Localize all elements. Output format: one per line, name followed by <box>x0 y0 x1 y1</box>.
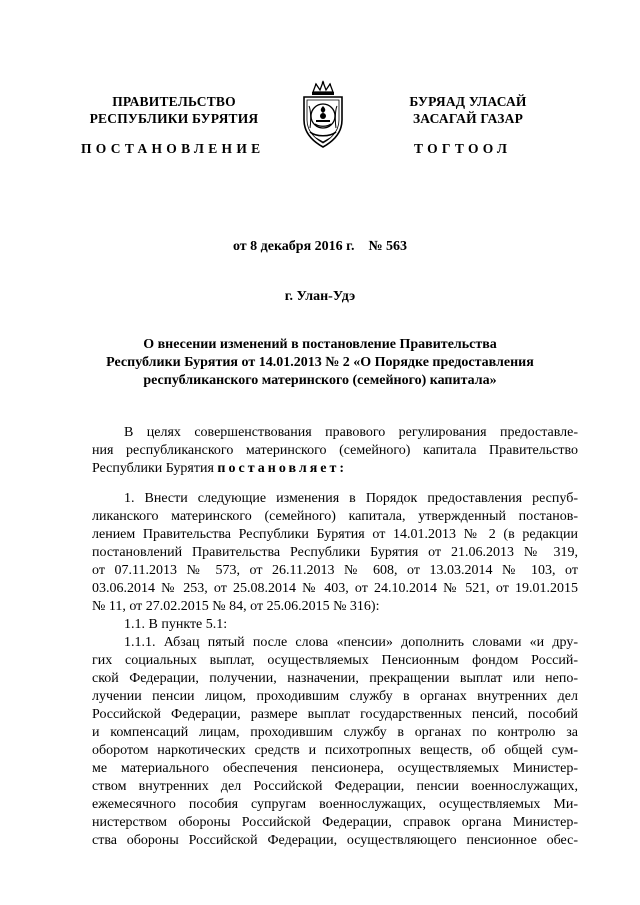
coat-of-arms-icon <box>296 80 350 150</box>
item-1-line: лучении пенсии лицом, проходившим службу в органах внутренних дел <box>92 689 578 704</box>
item-1-line: 1.1. В пункте 5.1: <box>124 617 228 632</box>
intro-paragraph <box>92 424 578 478</box>
intro-line-1: В целях совершенствования правового регулирования предоставле- <box>124 425 578 440</box>
item-1-line: от 07.11.2013 № 573, от 26.11.2013 № 608, от 13.03.2014 № 103, от <box>92 563 578 578</box>
header-right-line1: БУРЯАД УЛАСАЙ <box>409 94 527 109</box>
item-1-line: 1.1.1. Абзац пятый после слова «пенсии» дополнить словами «и дру- <box>124 635 578 650</box>
header-left-block <box>74 93 274 127</box>
item-1-line: оборотом наркотических средств и психотропных веществ, об общей сум- <box>92 743 578 758</box>
header-left-line1: ПРАВИТЕЛЬСТВО <box>112 94 236 109</box>
title-line-3: республиканского материнского (семейного) капитала» <box>143 373 497 388</box>
item-1-line: гих социальных выплат, осуществляемых Пенсионным фондом Россий- <box>92 653 578 668</box>
resolves-word: постановляет: <box>217 461 348 476</box>
title-line-1: О внесении изменений в постановление Правительства <box>143 337 497 352</box>
title-line-2: Республики Бурятия от 14.01.2013 № 2 «О Порядке предоставления <box>106 355 534 370</box>
item-1-line: ежемесячного пособия супругам военнослужащих, осуществляемых Ми- <box>92 797 578 812</box>
item-1-line: 03.06.2014 № 253, от 25.08.2014 № 403, от 24.10.2014 № 521, от 19.01.2015 <box>92 581 578 596</box>
doctype-left: ПОСТАНОВЛЕНИЕ <box>81 141 265 156</box>
item-1-block <box>92 490 578 850</box>
header-right-line2: ЗАСАГАЙ ГАЗАР <box>412 111 524 126</box>
intro-line-3 <box>92 460 578 478</box>
document-number: № 563 <box>368 239 408 254</box>
item-1-line: Российской Федерации, размере выплат государственных пенсий, пособий <box>92 707 578 722</box>
item-1-line: № 11, от 27.02.2015 № 84, от 25.06.2015 № 316): <box>92 599 380 614</box>
item-1-line: 1. Внести следующие изменения в Порядок предоставления респуб- <box>124 491 578 506</box>
item-1-line: ством внутренних дел Российской Федерации, пенсии военнослужащих, <box>92 779 578 794</box>
item-1-line: лением Правительства Республики Бурятия от 14.01.2013 № 2 (в редакции <box>92 527 578 542</box>
item-1-line: нистерством обороны Российской Федерации, справок органа Министер- <box>92 815 578 830</box>
item-1-line: и компенсаций лицам, проходившим службу в органах по контролю за <box>92 725 578 740</box>
intro-line-2: ния республиканского материнского (семейного) капитала Правительство <box>92 443 578 458</box>
header-right-block <box>368 93 568 127</box>
date-line <box>0 239 640 255</box>
item-1-line: ской Федерации, получении, назначении, прекращении выплат или непо- <box>92 671 578 686</box>
document-date: от 8 декабря 2016 г. <box>232 239 355 254</box>
item-1-line: постановлений Правительства Республики Бурятия от 21.06.2013 № 319, <box>92 545 578 560</box>
item-1-line: ме материального обеспечения пенсионера, осуществляемых Министер- <box>92 761 578 776</box>
document-city: г. Улан-Удэ <box>284 289 356 304</box>
document-title <box>60 336 580 390</box>
header-left-line2: РЕСПУБЛИКИ БУРЯТИЯ <box>89 111 259 126</box>
intro-line-3-prefix: Республики Бурятия <box>92 461 218 476</box>
item-1-line: ликанского материнского (семейного) капитала, утвержденный постанов- <box>92 509 578 524</box>
doctype-right: ТОГТООЛ <box>414 141 512 156</box>
item-1-line: ства обороны Российской Федерации, осуществляющего пенсионное обес- <box>92 833 578 848</box>
